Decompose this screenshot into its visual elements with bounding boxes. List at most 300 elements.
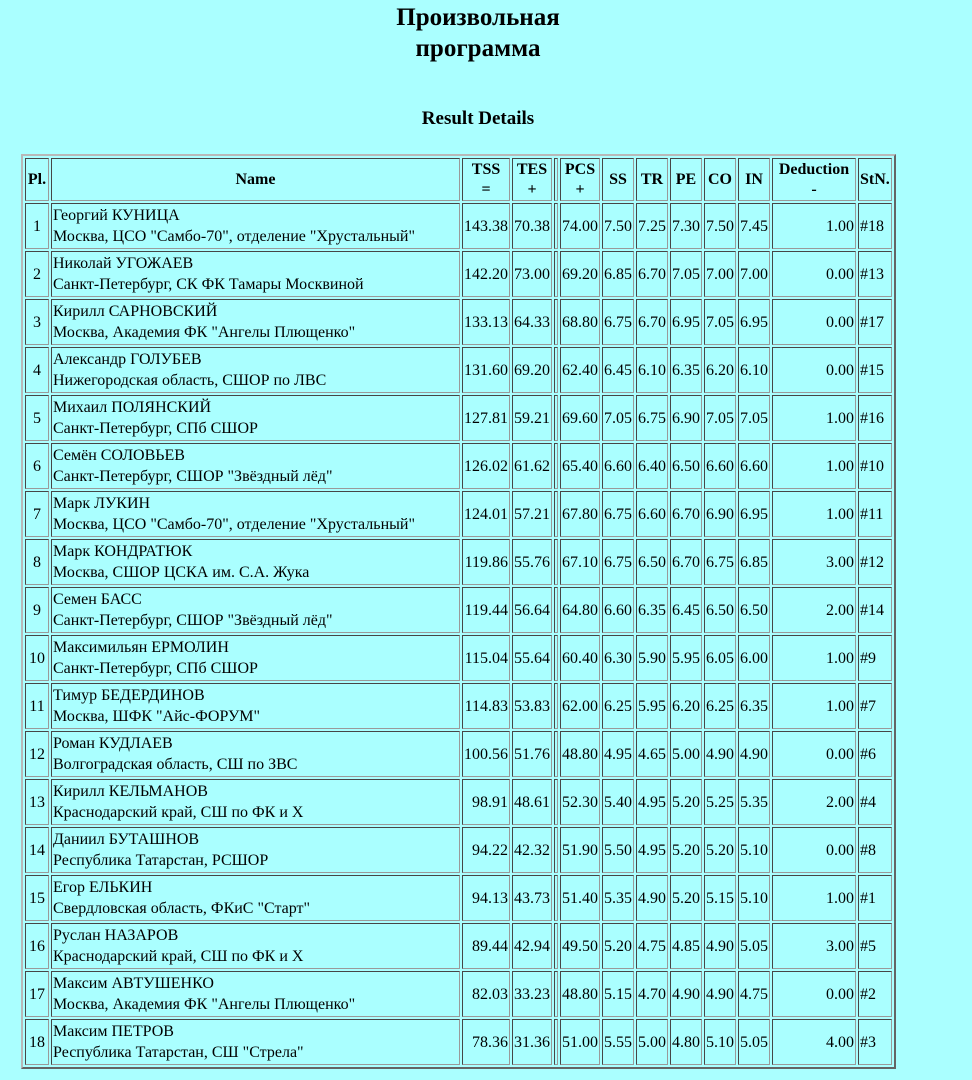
table-row	[25, 971, 892, 1017]
cell-pcs: 60.40	[560, 635, 600, 681]
table-row	[25, 539, 892, 585]
cell-pcs: 74.00	[560, 203, 600, 249]
cell-tes: 69.20	[512, 347, 552, 393]
cell-name	[51, 539, 460, 585]
cell-tss: 119.86	[462, 539, 510, 585]
table-row	[25, 1019, 892, 1065]
col-header-pl: Pl.	[25, 158, 49, 201]
col-header-tss-top: TSS	[471, 160, 501, 178]
cell-tes: 57.21	[512, 491, 552, 537]
cell-pcs: 52.30	[560, 779, 600, 825]
cell-name	[51, 395, 460, 441]
skater-name: Максимильян ЕРМОЛИН	[53, 639, 229, 656]
cell-co: 4.90	[704, 923, 736, 969]
cell-name	[51, 1019, 460, 1065]
skater-club: Москва, Академия ФК "Ангелы Плющенко"	[53, 324, 356, 341]
cell-deduction: 0.00	[772, 251, 856, 297]
skater-name: Николай УГОЖАЕВ	[53, 255, 194, 272]
cell-tr: 6.70	[636, 251, 668, 297]
section-subtitle: Result Details	[421, 108, 535, 129]
skater-name: Семён СОЛОВЬЕВ	[53, 447, 185, 464]
col-header-stn: StN.	[858, 158, 892, 201]
cell-tes: 55.76	[512, 539, 552, 585]
cell-pe: 6.35	[670, 347, 702, 393]
cell-tss: 119.44	[462, 587, 510, 633]
cell-tss: 127.81	[462, 395, 510, 441]
cell-tr: 4.95	[636, 779, 668, 825]
cell-pcs: 48.80	[560, 971, 600, 1017]
col-header-pcs	[560, 158, 600, 201]
cell-deduction: 1.00	[772, 203, 856, 249]
cell-ss: 7.05	[602, 395, 634, 441]
cell-ss: 6.25	[602, 683, 634, 729]
cell-deduction: 1.00	[772, 635, 856, 681]
results-table-wrapper	[21, 154, 896, 1069]
cell-pcs: 51.00	[560, 1019, 600, 1065]
skater-club: Санкт-Петербург, СПб СШОР	[53, 660, 258, 677]
cell-tr: 6.60	[636, 491, 668, 537]
cell-tr: 4.75	[636, 923, 668, 969]
cell-pe: 5.20	[670, 827, 702, 873]
cell-deduction: 0.00	[772, 299, 856, 345]
cell-spacer	[554, 923, 558, 969]
col-header-tss-bottom: =	[481, 180, 491, 198]
cell-name	[51, 923, 460, 969]
cell-deduction: 3.00	[772, 539, 856, 585]
cell-tr: 6.75	[636, 395, 668, 441]
cell-co: 4.90	[704, 971, 736, 1017]
cell-in: 6.95	[738, 299, 770, 345]
cell-start-number: #7	[858, 683, 892, 729]
cell-ss: 5.15	[602, 971, 634, 1017]
cell-ss: 4.95	[602, 731, 634, 777]
col-header-co: CO	[704, 158, 736, 201]
col-header-tes	[512, 158, 552, 201]
cell-start-number: #5	[858, 923, 892, 969]
skater-club: Санкт-Петербург, СПб СШОР	[53, 420, 258, 437]
cell-tss: 78.36	[462, 1019, 510, 1065]
cell-start-number: #9	[858, 635, 892, 681]
cell-tes: 42.32	[512, 827, 552, 873]
cell-tss: 98.91	[462, 779, 510, 825]
cell-spacer	[554, 635, 558, 681]
cell-deduction: 2.00	[772, 587, 856, 633]
cell-place: 8	[25, 539, 49, 585]
cell-start-number: #3	[858, 1019, 892, 1065]
cell-co: 5.25	[704, 779, 736, 825]
cell-tr: 6.50	[636, 539, 668, 585]
cell-spacer	[554, 1019, 558, 1065]
col-header-deduction-top: Deduction	[778, 160, 850, 178]
skater-club: Санкт-Петербург, СК ФК Тамары Москвиной	[53, 276, 364, 293]
skater-name: Максим ПЕТРОВ	[53, 1023, 174, 1040]
cell-place: 18	[25, 1019, 49, 1065]
skater-name: Марк ЛУКИН	[53, 495, 151, 512]
cell-ss: 6.75	[602, 539, 634, 585]
cell-tes: 73.00	[512, 251, 552, 297]
cell-tr: 4.65	[636, 731, 668, 777]
cell-place: 10	[25, 635, 49, 681]
cell-start-number: #8	[858, 827, 892, 873]
cell-co: 6.50	[704, 587, 736, 633]
cell-tss: 126.02	[462, 443, 510, 489]
cell-spacer	[554, 731, 558, 777]
cell-place: 14	[25, 827, 49, 873]
cell-tr: 5.90	[636, 635, 668, 681]
cell-tss: 142.20	[462, 251, 510, 297]
cell-spacer	[554, 299, 558, 345]
col-header-tes-bottom: +	[527, 180, 537, 198]
cell-start-number: #2	[858, 971, 892, 1017]
cell-start-number: #18	[858, 203, 892, 249]
cell-in: 6.60	[738, 443, 770, 489]
cell-start-number: #16	[858, 395, 892, 441]
cell-pe: 6.95	[670, 299, 702, 345]
cell-tss: 143.38	[462, 203, 510, 249]
cell-spacer	[554, 347, 558, 393]
cell-spacer	[554, 827, 558, 873]
cell-spacer	[554, 251, 558, 297]
cell-co: 7.05	[704, 395, 736, 441]
cell-place: 6	[25, 443, 49, 489]
cell-ss: 6.85	[602, 251, 634, 297]
cell-pcs: 62.00	[560, 683, 600, 729]
cell-deduction: 0.00	[772, 731, 856, 777]
cell-tr: 4.70	[636, 971, 668, 1017]
cell-tes: 31.36	[512, 1019, 552, 1065]
cell-pe: 4.85	[670, 923, 702, 969]
skater-club: Москва, Академия ФК "Ангелы Плющенко"	[53, 996, 356, 1013]
cell-tes: 56.64	[512, 587, 552, 633]
cell-name	[51, 635, 460, 681]
cell-deduction: 1.00	[772, 683, 856, 729]
cell-spacer	[554, 443, 558, 489]
cell-tes: 48.61	[512, 779, 552, 825]
cell-pcs: 67.80	[560, 491, 600, 537]
cell-pcs: 48.80	[560, 731, 600, 777]
cell-pcs: 69.20	[560, 251, 600, 297]
table-row	[25, 203, 892, 249]
cell-tes: 53.83	[512, 683, 552, 729]
cell-tss: 131.60	[462, 347, 510, 393]
skater-name: Марк КОНДРАТЮК	[53, 543, 193, 560]
cell-ss: 6.45	[602, 347, 634, 393]
cell-deduction: 1.00	[772, 395, 856, 441]
cell-co: 5.15	[704, 875, 736, 921]
skater-club: Москва, СШОР ЦСКА им. С.А. Жука	[53, 564, 310, 581]
table-row	[25, 587, 892, 633]
col-header-tr: TR	[636, 158, 668, 201]
col-header-pcs-top: PCS	[564, 160, 596, 178]
cell-in: 5.05	[738, 923, 770, 969]
cell-name	[51, 203, 460, 249]
cell-co: 7.05	[704, 299, 736, 345]
cell-tr: 6.40	[636, 443, 668, 489]
cell-pe: 6.70	[670, 539, 702, 585]
results-body	[25, 203, 892, 1065]
cell-tes: 70.38	[512, 203, 552, 249]
cell-place: 1	[25, 203, 49, 249]
col-header-tes-top: TES	[516, 160, 548, 178]
cell-pcs: 49.50	[560, 923, 600, 969]
cell-tr: 5.95	[636, 683, 668, 729]
cell-name	[51, 731, 460, 777]
cell-place: 4	[25, 347, 49, 393]
cell-tss: 94.22	[462, 827, 510, 873]
cell-ss: 6.60	[602, 443, 634, 489]
cell-spacer	[554, 779, 558, 825]
cell-tes: 43.73	[512, 875, 552, 921]
cell-ss: 6.75	[602, 491, 634, 537]
cell-tss: 82.03	[462, 971, 510, 1017]
cell-pe: 4.90	[670, 971, 702, 1017]
skater-club: Краснодарский край, СШ по ФК и Х	[53, 948, 304, 965]
cell-tr: 6.35	[636, 587, 668, 633]
skater-name: Александр ГОЛУБЕВ	[53, 351, 202, 368]
cell-ss: 5.40	[602, 779, 634, 825]
cell-tss: 89.44	[462, 923, 510, 969]
cell-deduction: 4.00	[772, 1019, 856, 1065]
cell-tr: 7.25	[636, 203, 668, 249]
skater-name: Кирилл КЕЛЬМАНОВ	[53, 783, 208, 800]
cell-ss: 5.55	[602, 1019, 634, 1065]
cell-name	[51, 971, 460, 1017]
cell-co: 6.25	[704, 683, 736, 729]
results-table	[21, 154, 896, 1069]
col-header-spacer	[554, 158, 558, 201]
table-row	[25, 683, 892, 729]
cell-start-number: #17	[858, 299, 892, 345]
cell-place: 13	[25, 779, 49, 825]
skater-name: Роман КУДЛАЕВ	[53, 735, 173, 752]
table-row	[25, 827, 892, 873]
cell-place: 15	[25, 875, 49, 921]
skater-club: Нижегородская область, СШОР по ЛВС	[53, 372, 327, 389]
cell-spacer	[554, 395, 558, 441]
cell-place: 3	[25, 299, 49, 345]
cell-name	[51, 587, 460, 633]
cell-name	[51, 779, 460, 825]
cell-tes: 55.64	[512, 635, 552, 681]
col-header-ss: SS	[602, 158, 634, 201]
cell-in: 7.45	[738, 203, 770, 249]
skater-club: Санкт-Петербург, СШОР "Звёздный лёд"	[53, 468, 333, 485]
cell-pe: 6.90	[670, 395, 702, 441]
cell-spacer	[554, 971, 558, 1017]
cell-tes: 42.94	[512, 923, 552, 969]
table-row	[25, 299, 892, 345]
cell-name	[51, 443, 460, 489]
cell-spacer	[554, 491, 558, 537]
cell-deduction: 3.00	[772, 923, 856, 969]
cell-co: 6.20	[704, 347, 736, 393]
page-title	[0, 0, 956, 64]
cell-place: 16	[25, 923, 49, 969]
cell-in: 5.10	[738, 875, 770, 921]
cell-tes: 33.23	[512, 971, 552, 1017]
cell-co: 7.50	[704, 203, 736, 249]
cell-start-number: #6	[858, 731, 892, 777]
cell-tss: 100.56	[462, 731, 510, 777]
cell-tss: 133.13	[462, 299, 510, 345]
cell-start-number: #14	[858, 587, 892, 633]
cell-co: 6.75	[704, 539, 736, 585]
page-title-line1: Произвольная	[396, 4, 560, 31]
skater-name: Георгий КУНИЦА	[53, 207, 180, 224]
skater-club: Москва, ЦСО "Самбо-70", отделение "Хрустальный"	[53, 516, 415, 533]
cell-tr: 6.10	[636, 347, 668, 393]
cell-co: 6.60	[704, 443, 736, 489]
cell-ss: 5.50	[602, 827, 634, 873]
cell-spacer	[554, 539, 558, 585]
cell-start-number: #12	[858, 539, 892, 585]
table-row	[25, 923, 892, 969]
cell-place: 7	[25, 491, 49, 537]
cell-pe: 6.20	[670, 683, 702, 729]
skater-club: Москва, ШФК "Айс-ФОРУМ"	[53, 708, 261, 725]
cell-pe: 5.20	[670, 875, 702, 921]
cell-tr: 6.70	[636, 299, 668, 345]
cell-in: 5.35	[738, 779, 770, 825]
skater-name: Кирилл САРНОВСКИЙ	[53, 303, 218, 320]
cell-pe: 7.30	[670, 203, 702, 249]
skater-club: Краснодарский край, СШ по ФК и Х	[53, 804, 304, 821]
cell-name	[51, 347, 460, 393]
cell-ss: 6.75	[602, 299, 634, 345]
cell-tr: 4.90	[636, 875, 668, 921]
table-row	[25, 251, 892, 297]
cell-in: 6.10	[738, 347, 770, 393]
table-row	[25, 875, 892, 921]
table-row	[25, 779, 892, 825]
cell-co: 4.90	[704, 731, 736, 777]
cell-ss: 6.60	[602, 587, 634, 633]
cell-in: 7.05	[738, 395, 770, 441]
cell-pe: 6.45	[670, 587, 702, 633]
col-header-pe: PE	[670, 158, 702, 201]
cell-pcs: 51.40	[560, 875, 600, 921]
cell-deduction: 1.00	[772, 443, 856, 489]
cell-tss: 115.04	[462, 635, 510, 681]
cell-start-number: #13	[858, 251, 892, 297]
col-header-name: Name	[51, 158, 460, 201]
col-header-in: IN	[738, 158, 770, 201]
cell-in: 6.50	[738, 587, 770, 633]
cell-ss: 6.30	[602, 635, 634, 681]
skater-name: Семен БАСС	[53, 591, 142, 608]
skater-club: Республика Татарстан, РСШОР	[53, 852, 269, 869]
table-row	[25, 491, 892, 537]
skater-name: Руслан НАЗАРОВ	[53, 927, 179, 944]
table-row	[25, 347, 892, 393]
cell-pcs: 67.10	[560, 539, 600, 585]
cell-spacer	[554, 203, 558, 249]
cell-pcs: 65.40	[560, 443, 600, 489]
table-row	[25, 395, 892, 441]
cell-name	[51, 683, 460, 729]
cell-place: 11	[25, 683, 49, 729]
cell-deduction: 1.00	[772, 875, 856, 921]
cell-start-number: #15	[858, 347, 892, 393]
col-header-tss	[462, 158, 510, 201]
cell-start-number: #11	[858, 491, 892, 537]
cell-co: 5.10	[704, 1019, 736, 1065]
cell-tss: 124.01	[462, 491, 510, 537]
cell-spacer	[554, 875, 558, 921]
cell-start-number: #4	[858, 779, 892, 825]
cell-tss: 94.13	[462, 875, 510, 921]
cell-in: 6.95	[738, 491, 770, 537]
cell-name	[51, 875, 460, 921]
cell-name	[51, 491, 460, 537]
skater-club: Республика Татарстан, СШ "Стрела"	[53, 1044, 304, 1061]
cell-deduction: 2.00	[772, 779, 856, 825]
col-header-deduction-bottom: -	[811, 180, 817, 198]
cell-pe: 5.20	[670, 779, 702, 825]
cell-place: 2	[25, 251, 49, 297]
cell-co: 5.20	[704, 827, 736, 873]
cell-pe: 7.05	[670, 251, 702, 297]
col-header-pcs-bottom: +	[575, 180, 585, 198]
skater-club: Волгоградская область, СШ по ЗВС	[53, 756, 298, 773]
cell-deduction: 0.00	[772, 827, 856, 873]
cell-ss: 5.35	[602, 875, 634, 921]
cell-spacer	[554, 683, 558, 729]
skater-name: Егор ЕЛЬКИН	[53, 879, 153, 896]
cell-name	[51, 251, 460, 297]
cell-deduction: 0.00	[772, 971, 856, 1017]
cell-pe: 4.80	[670, 1019, 702, 1065]
table-header-row	[25, 158, 892, 201]
cell-name	[51, 827, 460, 873]
cell-in: 5.05	[738, 1019, 770, 1065]
skater-name: Михаил ПОЛЯНСКИЙ	[53, 399, 212, 416]
cell-start-number: #10	[858, 443, 892, 489]
table-row	[25, 731, 892, 777]
skater-club: Москва, ЦСО "Самбо-70", отделение "Хрустальный"	[53, 228, 415, 245]
cell-name	[51, 299, 460, 345]
cell-pcs: 62.40	[560, 347, 600, 393]
table-row	[25, 635, 892, 681]
cell-co: 6.90	[704, 491, 736, 537]
cell-deduction: 1.00	[772, 491, 856, 537]
cell-place: 12	[25, 731, 49, 777]
skater-name: Даниил БУТАШНОВ	[53, 831, 200, 848]
cell-tes: 61.62	[512, 443, 552, 489]
cell-tes: 59.21	[512, 395, 552, 441]
cell-in: 4.75	[738, 971, 770, 1017]
cell-place: 5	[25, 395, 49, 441]
cell-tes: 64.33	[512, 299, 552, 345]
cell-ss: 5.20	[602, 923, 634, 969]
cell-in: 6.35	[738, 683, 770, 729]
table-row	[25, 443, 892, 489]
skater-club: Свердловская область, ФКиС "Старт"	[53, 900, 311, 917]
cell-in: 6.00	[738, 635, 770, 681]
cell-co: 7.00	[704, 251, 736, 297]
cell-place: 17	[25, 971, 49, 1017]
skater-name: Тимур БЕДЕРДИНОВ	[53, 687, 205, 704]
skater-name: Максим АВТУШЕНКО	[53, 975, 214, 992]
cell-deduction: 0.00	[772, 347, 856, 393]
cell-pcs: 69.60	[560, 395, 600, 441]
cell-in: 6.85	[738, 539, 770, 585]
cell-tss: 114.83	[462, 683, 510, 729]
cell-tr: 5.00	[636, 1019, 668, 1065]
cell-start-number: #1	[858, 875, 892, 921]
cell-pcs: 64.80	[560, 587, 600, 633]
cell-pcs: 51.90	[560, 827, 600, 873]
